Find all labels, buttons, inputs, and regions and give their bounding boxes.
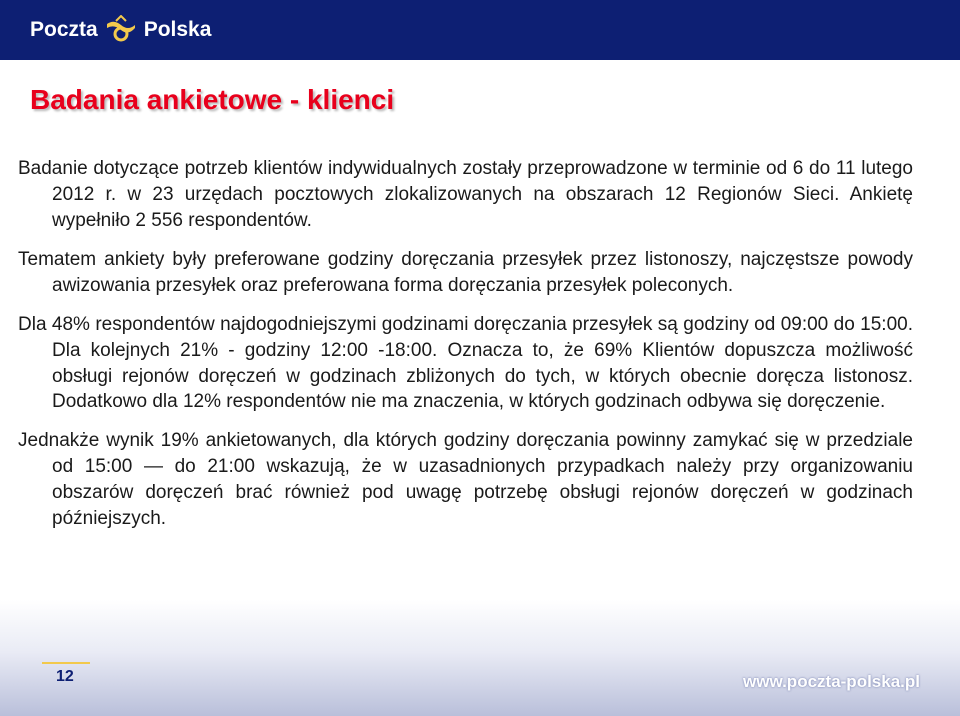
logo-word-poczta: Poczta xyxy=(30,18,98,41)
paragraph-survey-topic: Tematem ankiety były preferowane godziny doręczania przesyłek przez listonoszy, najczęstsze powody awizowania przesyłek oraz preferowana forma doręczania przesyłek poleconych. xyxy=(18,249,913,297)
footer-band xyxy=(0,600,960,716)
logo-word-polska: Polska xyxy=(143,18,212,41)
paragraph-survey-results: Dla 48% respondentów najdogodniejszymi godzinami doręczania przesyłek są godziny od 09:00 do 15:00. Dla kolejnych 21% - godziny 12:00 -18:00. Oznacza to, że 69% Klientów dopuszcza możliwość obsługi rejonów doręczeń w godzinach zbliżonych do tych, w których obecnie doręcza listonosz. Dodatkowo dla 12% respondentów nie ma znaczenia, w których godzinach odbywa się doręczenie. xyxy=(18,313,913,413)
paragraph-survey-info: Badanie dotyczące potrzeb klientów indywidualnych zostały przeprowadzone w terminie od 6 do 11 lutego 2012 r. w 23 urzędach pocztowych zlokalizowanych na obszarach 12 Regionów Sieci. Ankietę wypełniło 2 556 respondentów. xyxy=(18,158,913,231)
page-number: 12 xyxy=(42,662,90,688)
paragraph-survey-conclusion: Jednakże wynik 19% ankietowanych, dla których godziny doręczania powinny zamykać się w przedziale od 15:00 — do 21:00 wskazują, że w uzasadnionych przypadkach należy przy organizowaniu obszarów doręczeń brać również pod uwagę potrzebę obsługi rejonów doręczeń w godzinach późniejszych. xyxy=(18,430,913,529)
slide-body xyxy=(18,156,913,531)
website-url: www.poczta-polska.pl xyxy=(743,672,920,691)
header-bar xyxy=(0,0,960,60)
slide-title: Badania ankietowe - klienci xyxy=(30,84,395,115)
poczta-polska-logo xyxy=(30,10,211,50)
post-horn-icon xyxy=(104,15,138,45)
